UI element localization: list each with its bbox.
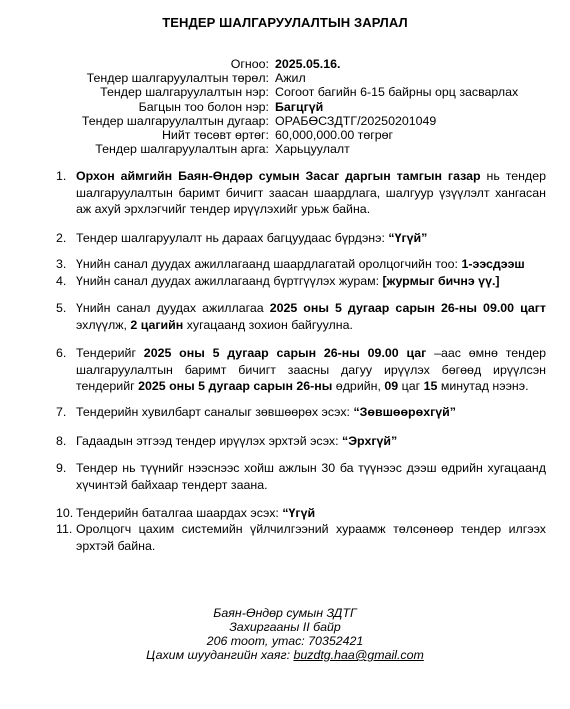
list-item (56, 300, 546, 333)
emphasis-text: 15 (423, 379, 438, 393)
list-item-text (76, 168, 546, 218)
footer-email-link[interactable]: buzdtg.haa@gmail.com (293, 648, 424, 662)
list-item (56, 521, 546, 554)
emphasis-text: “Үгүй” (388, 231, 428, 245)
footer-room-phone: 206 тоот, утас: 70352421 (206, 634, 364, 648)
body-text: Тендер шалгаруулалт нь дараах багцуудаас бүрдэнэ: (76, 231, 389, 245)
footer-building: Захиргааны II байр (229, 620, 341, 634)
list-item-text (76, 404, 546, 421)
info-label: Тендер шалгаруулалтын төрөл: (86, 71, 269, 86)
emphasis-text: 2 цагийн (130, 317, 184, 332)
emphasis-text: 2025 оны 5 дугаар сарын 26-ны (138, 379, 333, 393)
list-item-number: 4. (56, 274, 67, 288)
list-item-text (76, 460, 546, 493)
list-item (56, 168, 546, 218)
info-value: 60,000,000.00 төгрөг (275, 127, 394, 142)
list-item (56, 404, 546, 421)
info-label: Нийт төсөвт өртөг: (161, 127, 269, 142)
info-value: Согоот багийн 6-15 байрны орц засварлах (275, 85, 519, 100)
emphasis-text: 09 (384, 379, 399, 393)
list-item-number: 7. (56, 405, 67, 419)
body-text: нь тендер шалгаруулалтын баримт бичигт заасан шаардлага, шалгуур үзүүлэлт хангасан аж ахуй эрхлэгчийг тендер ирүүлэхийг урьж байна. (76, 169, 547, 216)
list-item (56, 433, 546, 450)
body-text: минутад нээнэ. (437, 379, 529, 393)
body-text: эхлүүлж, (76, 317, 131, 332)
info-label: Тендер шалгаруулалтын дугаар: (81, 113, 269, 128)
list-item-number: 10. (56, 506, 74, 520)
list-item-number: 5. (56, 301, 67, 315)
list-item-number: 11. (56, 522, 73, 536)
list-item (56, 273, 546, 290)
emphasis-text: 2025 оны 5 дугаар сарын 26-ны 09.00 цаг (143, 346, 427, 360)
emphasis-text: 1-ээсдээш (461, 257, 525, 271)
body-text: өдрийн, (332, 379, 385, 393)
info-value: Харьцуулалт (275, 142, 350, 157)
list-item (56, 460, 546, 493)
list-item-text (76, 345, 546, 395)
list-item (56, 345, 546, 395)
list-item-text (76, 256, 546, 273)
info-row (0, 128, 570, 142)
body-text: Үнийн санал дуудах ажиллагаа (76, 301, 270, 315)
list-item-text (76, 433, 546, 450)
emphasis-text: “Үгүй (282, 506, 316, 520)
body-text: –аас өмнө тендер шалгаруулалтын баримт бичигт заасны дагуу ирүүлэх бөгөөд ирүүлсэн тендерийг (76, 346, 546, 393)
footer-email-line (0, 648, 570, 662)
list-item-number: 9. (56, 461, 67, 475)
info-label: Тендер шалгаруулалтын арга: (95, 142, 269, 157)
list-item-text (76, 273, 546, 290)
list-item-number: 3. (56, 257, 67, 271)
info-row (0, 57, 570, 71)
emphasis-text: Орхон аймгийн Баян-Өндөр сумын Засаг даргын тамгын газар (76, 169, 481, 183)
info-row (0, 142, 570, 156)
info-value: Ажил (275, 71, 306, 86)
body-text: Тендерийн хувилбарт саналыг зөвшөөрөх эсэх: (76, 405, 354, 419)
body-text: Тендерийн баталгаа шаардах эсэх: (76, 506, 283, 520)
info-value: Багцгүй (275, 99, 324, 114)
body-text: Үнийн санал дуудах ажиллагаанд шаардлагатай оролцогчийн тоо: (76, 257, 462, 271)
emphasis-text: “Зөвшөөрөхгүй” (353, 405, 456, 419)
footer-org-name: Баян-Өндөр сумын ЗДТГ (213, 606, 357, 620)
info-value: ОРАБӨСЗДТГ/20250201049 (275, 113, 437, 128)
info-label: Тендер шалгаруулалтын нэр: (100, 85, 269, 100)
list-item-number: 8. (56, 434, 67, 448)
body-text: Гадаадын этгээд тендер ирүүлэх эрхтэй эсэх: (76, 434, 343, 448)
list-item-text (76, 521, 546, 554)
list-item-number: 2. (56, 231, 67, 245)
list-item-number: 6. (56, 346, 67, 360)
footer-contact (0, 606, 570, 662)
document-title: ТЕНДЕР ШАЛГАРУУЛАЛТЫН ЗАРЛАЛ (162, 15, 408, 30)
list-item-text (76, 300, 546, 333)
body-text: Тендерийг (76, 346, 144, 360)
list-item-number: 1. (56, 169, 67, 183)
body-text: хугацаанд зохион байгуулна. (183, 317, 353, 332)
list-item-text (76, 505, 546, 522)
body-text: цаг (398, 379, 424, 393)
list-item (56, 256, 546, 273)
info-row (0, 114, 570, 128)
info-label: Багцын тоо болон нэр: (138, 99, 269, 114)
info-label: Огноо: (230, 57, 269, 71)
list-item (56, 505, 546, 522)
list-item-text (76, 230, 546, 247)
info-row (0, 100, 570, 114)
emphasis-text: [журмыг бичнэ үү.] (382, 274, 500, 288)
body-text: Оролцогч цахим системийн үйлчилгээний хураамж төлсөнөөр тендер илгээх эрхтэй байна. (76, 522, 546, 553)
body-text: Тендер нь түүнийг нээснээс хойш ажлын 30 ба түүнээс дээш өдрийн хугацаанд хүчинтэй байхаар тендерт заана. (76, 461, 546, 492)
info-row (0, 71, 570, 85)
emphasis-text: 2025 оны 5 дугаар сарын 26-ны 09.00 цагт (269, 301, 546, 315)
tender-info-block (0, 57, 570, 156)
info-row (0, 85, 570, 99)
footer-email-label: Цахим шуудангийн хаяг: (146, 648, 294, 662)
body-text: Үнийн санал дуудах ажиллагаанд бүртгүүлэх журам: (76, 274, 383, 288)
list-item (56, 230, 546, 247)
info-value: 2025.05.16. (275, 57, 341, 71)
emphasis-text: “Эрхгүй” (342, 434, 398, 448)
